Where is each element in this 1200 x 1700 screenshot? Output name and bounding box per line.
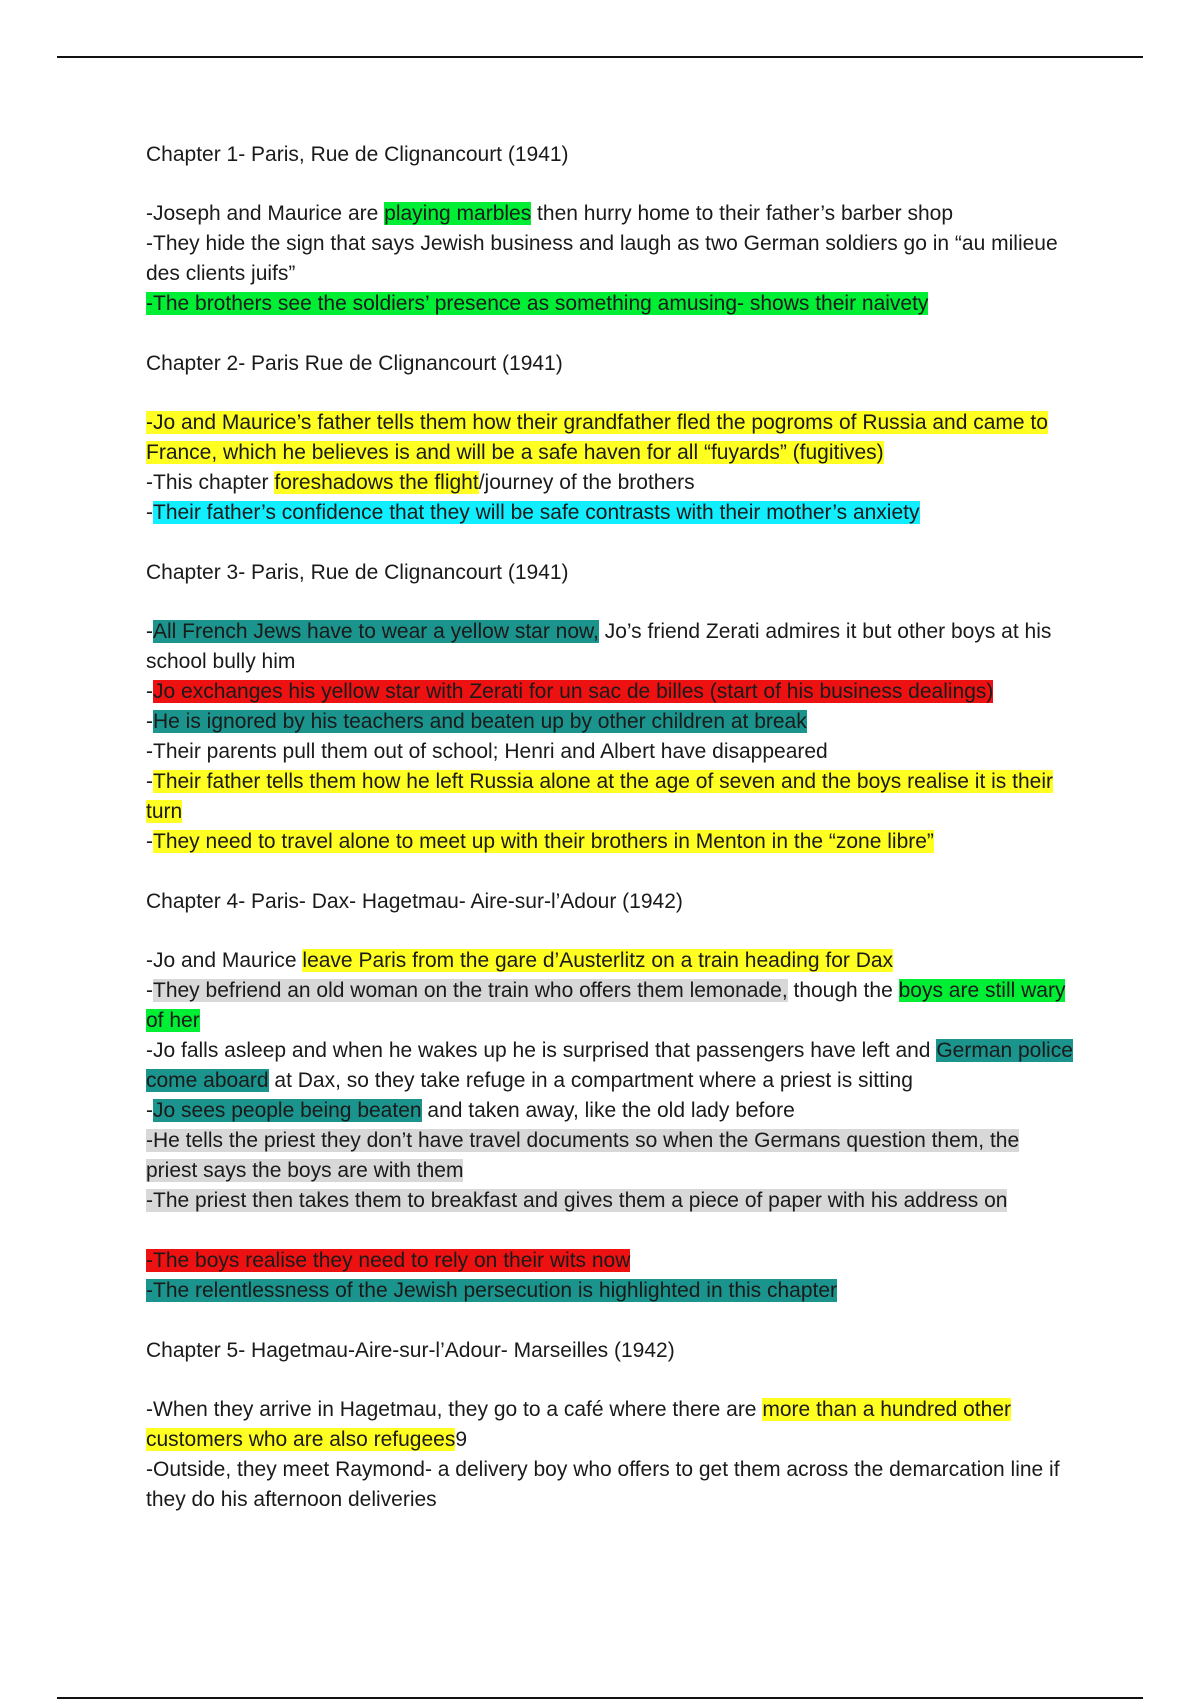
chapter-section bbox=[146, 1336, 1076, 1515]
note-text: - bbox=[146, 770, 153, 793]
note-text: then hurry home to their father’s barber shop bbox=[531, 202, 954, 225]
note-text: though the bbox=[787, 979, 899, 1002]
note-text: -They hide the sign that says Jewish business and laugh as two German soldiers go in “au milieue des clients juifs” bbox=[146, 232, 1058, 285]
note-text: at Dax, so they take refuge in a compartment where a priest is sitting bbox=[268, 1069, 913, 1092]
note-text: - bbox=[146, 830, 153, 853]
note-text: - bbox=[146, 710, 153, 733]
highlighted-text-teal: All French Jews have to wear a yellow star now, bbox=[153, 620, 599, 643]
note-text: 9 bbox=[455, 1428, 468, 1451]
note-line bbox=[146, 1126, 1076, 1186]
highlighted-text-grey: They befriend an old woman on the train who offers them lemonade, bbox=[153, 979, 788, 1002]
note-text: -Their parents pull them out of school; Henri and Albert have disappeared bbox=[146, 740, 828, 763]
highlighted-text-green: boys are still wary of her bbox=[146, 979, 1066, 1032]
chapter-section bbox=[146, 887, 1076, 1306]
highlighted-text-yellow: more than a hundred other customers who are also refugees bbox=[146, 1398, 1011, 1451]
note-line bbox=[146, 1096, 1076, 1126]
top-rule bbox=[57, 56, 1143, 58]
note-line bbox=[146, 229, 1076, 289]
note-text: -This chapter bbox=[146, 471, 275, 494]
chapter-section bbox=[146, 558, 1076, 857]
note-text: and taken away, like the old lady before bbox=[421, 1099, 795, 1122]
note-line bbox=[146, 199, 1076, 229]
note-text: -Joseph and Maurice are bbox=[146, 202, 385, 225]
note-text: - bbox=[146, 1099, 153, 1122]
note-line bbox=[146, 289, 1076, 319]
highlighted-text-green: playing marbles bbox=[384, 202, 532, 225]
note-line bbox=[146, 468, 1076, 498]
note-line bbox=[146, 946, 1076, 976]
highlighted-text-grey: -He tells the priest they don’t have travel documents so when the Germans question them, the priest says the boys are with them bbox=[146, 1129, 1020, 1182]
note-text: - bbox=[146, 620, 153, 643]
note-text: - bbox=[146, 680, 153, 703]
note-text: - bbox=[146, 501, 153, 524]
note-line bbox=[146, 1276, 1076, 1306]
highlighted-text-yellow: leave Paris from the gare d’Austerlitz on a train heading for Dax bbox=[302, 949, 894, 972]
document-body bbox=[146, 140, 1076, 1515]
highlighted-text-grey: -The priest then takes them to breakfast and gives them a piece of paper with his address on bbox=[146, 1189, 1008, 1212]
note-line bbox=[146, 1186, 1076, 1216]
note-text: - bbox=[146, 979, 153, 1002]
note-line bbox=[146, 827, 1076, 857]
highlighted-text-teal: Jo sees people being beaten bbox=[153, 1099, 422, 1122]
note-line bbox=[146, 1455, 1076, 1515]
note-line bbox=[146, 498, 1076, 528]
note-text: -When they arrive in Hagetmau, they go to a café where there are bbox=[146, 1398, 763, 1421]
highlighted-text-green: -The brothers see the soldiers’ presence as something amusing- shows their naivety bbox=[146, 292, 929, 315]
note-text: -Jo and Maurice bbox=[146, 949, 303, 972]
highlighted-text-yellow: Their father tells them how he left Russia alone at the age of seven and the boys realise it is their turn bbox=[146, 770, 1053, 823]
highlighted-text-red: -The boys realise they need to rely on their wits now bbox=[146, 1249, 631, 1272]
note-line bbox=[146, 617, 1076, 677]
highlighted-text-yellow: -Jo and Maurice’s father tells them how their grandfather fled the pogroms of Russia and came to France, which he believes is and will be a safe haven for all “fuyards” (fugitives) bbox=[146, 411, 1048, 464]
chapter-heading: Chapter 4- Paris- Dax- Hagetmau- Aire-sur-l’Adour (1942) bbox=[146, 890, 683, 913]
note-line bbox=[146, 1246, 1076, 1276]
note-line bbox=[146, 737, 1076, 767]
note-text: /journey of the brothers bbox=[478, 471, 695, 494]
note-text: Jo’s friend Zerati admires it but other boys at his school bully him bbox=[146, 620, 1052, 673]
highlighted-text-teal: -The relentlessness of the Jewish persecution is highlighted in this chapter bbox=[146, 1279, 838, 1302]
note-line bbox=[146, 677, 1076, 707]
note-line bbox=[146, 1395, 1076, 1455]
chapter-heading: Chapter 1- Paris, Rue de Clignancourt (1941) bbox=[146, 143, 569, 166]
highlighted-text-yellow: They need to travel alone to meet up with their brothers in Menton in the “zone libre” bbox=[153, 830, 934, 853]
chapter-heading: Chapter 3- Paris, Rue de Clignancourt (1941) bbox=[146, 561, 569, 584]
note-line bbox=[146, 408, 1076, 468]
bottom-rule bbox=[57, 1697, 1143, 1699]
chapter-section bbox=[146, 140, 1076, 319]
chapter-heading: Chapter 2- Paris Rue de Clignancourt (1941) bbox=[146, 352, 563, 375]
note-text: -Jo falls asleep and when he wakes up he is surprised that passengers have left and bbox=[146, 1039, 937, 1062]
paragraph-gap bbox=[146, 1216, 1076, 1246]
note-line bbox=[146, 707, 1076, 737]
note-line bbox=[146, 976, 1076, 1036]
highlighted-text-teal: He is ignored by his teachers and beaten up by other children at break bbox=[153, 710, 807, 733]
note-line bbox=[146, 767, 1076, 827]
highlighted-text-teal: German police come aboard bbox=[146, 1039, 1073, 1092]
chapter-section bbox=[146, 349, 1076, 528]
note-text: -Outside, they meet Raymond- a delivery boy who offers to get them across the demarcation line if they do his afternoon deliveries bbox=[146, 1458, 1060, 1511]
highlighted-text-cyan: Their father’s confidence that they will be safe contrasts with their mother’s anxiety bbox=[153, 501, 920, 524]
highlighted-text-red: Jo exchanges his yellow star with Zerati for un sac de billes (start of his business dealings) bbox=[153, 680, 994, 703]
note-line bbox=[146, 1036, 1076, 1096]
chapter-heading: Chapter 5- Hagetmau-Aire-sur-l’Adour- Marseilles (1942) bbox=[146, 1339, 675, 1362]
highlighted-text-yellow: foreshadows the flight bbox=[274, 471, 479, 494]
